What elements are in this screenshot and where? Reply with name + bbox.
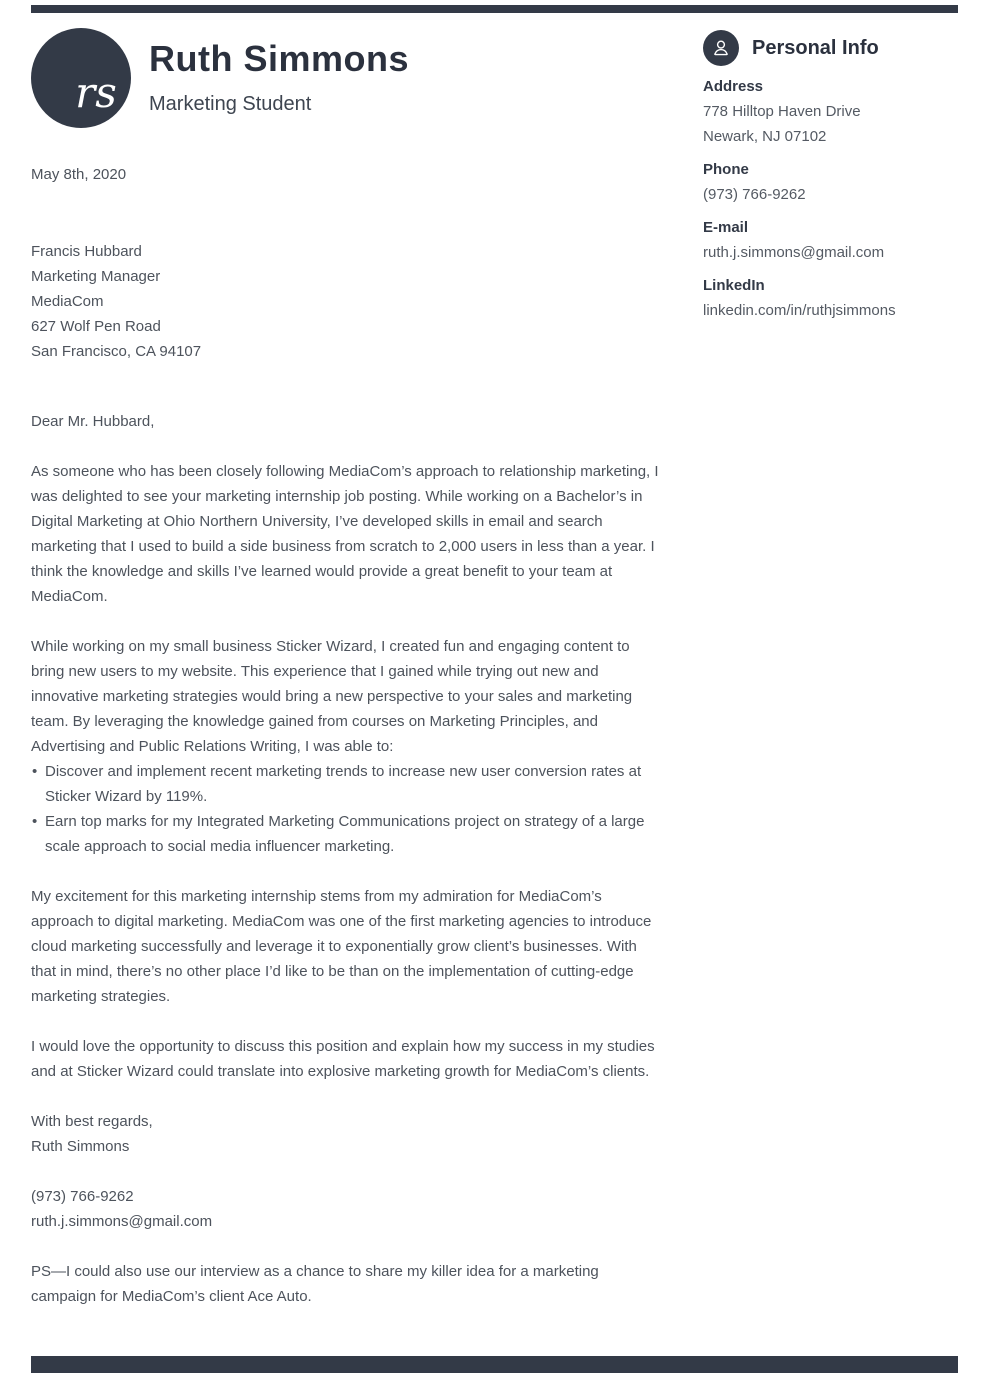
signoff-block (31, 1109, 661, 1159)
postscript: PS—I could also use our interview as a chance to share my killer idea for a marketing campaign for MediaCom’s client Ace Auto. (31, 1263, 599, 1305)
recipient-street: 627 Wolf Pen Road (31, 318, 161, 335)
recipient-block (31, 239, 661, 364)
field-label: E-mail (703, 219, 749, 236)
contact-phone: (973) 766-9262 (31, 1188, 134, 1205)
contact-email: ruth.j.simmons@gmail.com (31, 1213, 213, 1230)
identity-header (31, 28, 661, 128)
field-email (703, 215, 958, 265)
field-label: Phone (703, 161, 749, 178)
person-icon (703, 30, 739, 66)
bottom-accent-bar (31, 1356, 958, 1373)
letter-column (31, 0, 661, 1400)
achievement-item: • Discover and implement recent marketing trends to increase new user conversion rates at Sticker Wizard by 119%. (31, 759, 661, 809)
salutation: Dear Mr. Hubbard, (31, 413, 155, 430)
avatar-initials: rs (75, 68, 117, 117)
field-label: LinkedIn (703, 277, 765, 294)
cover-letter-page (31, 0, 958, 1400)
job-title: Marketing Student (149, 93, 312, 115)
name-block (149, 28, 409, 128)
sidebar-header (703, 30, 958, 66)
personal-info-sidebar (703, 0, 958, 1400)
field-value: ruth.j.simmons@gmail.com (703, 244, 885, 261)
letter-date: May 8th, 2020 (31, 166, 127, 183)
sidebar-heading: Personal Info (752, 36, 879, 59)
paragraph-closing: I would love the opportunity to discuss this position and explain how my success in my studies and at Sticker Wizard could translate into explosive marketing growth for MediaCom’s clients. (31, 1038, 655, 1080)
achievement-list (31, 759, 661, 859)
field-phone (703, 157, 958, 207)
field-value: Newark, NJ 07102 (703, 128, 827, 145)
paragraph-experience: While working on my small business Sticker Wizard, I created fun and engaging content to bring new users to my website. This experience that I gained while trying out new and innovative marketing strategies would bring a new perspective to your sales and marketing team. By leveraging the knowledge gained from courses on Marketing Principles, and Advertising and Public Relations Writing, I was able to: (31, 638, 633, 755)
signature-name: Ruth Simmons (31, 1138, 130, 1155)
recipient-role: Marketing Manager (31, 268, 161, 285)
contact-block (31, 1184, 661, 1234)
paragraph-motivation: My excitement for this marketing internship stems from my admiration for MediaCom’s approach to digital marketing. MediaCom was one of the first marketing agencies to introduce cloud marketing successfully and leverage it to exponentially grow client’s businesses. With that in mind, there’s no other place I’d like to be than on the implementation of cutting-edge marketing strategies. (31, 888, 652, 1005)
achievement-item: • Earn top marks for my Integrated Marketing Communications project on strategy of a large scale approach to social media influencer marketing. (31, 809, 661, 859)
recipient-city: San Francisco, CA 94107 (31, 343, 202, 360)
avatar (31, 28, 131, 128)
letter-body (31, 162, 661, 1309)
recipient-company: MediaCom (31, 293, 104, 310)
field-value: 778 Hilltop Haven Drive (703, 103, 861, 120)
field-value: linkedin.com/in/ruthjsimmons (703, 302, 896, 319)
paragraph-intro: As someone who has been closely following MediaCom’s approach to relationship marketing, I was delighted to see your marketing internship job posting. While working on a Bachelor’s in Digital Marketing at Ohio Northern University, I’ve developed skills in email and search marketing that I used to build a side business from scratch to 2,000 users in less than a year. I think the knowledge and skills I’ve learned would provide a great benefit to your team at MediaCom. (31, 463, 659, 605)
page-title: Ruth Simmons (149, 38, 410, 79)
field-address (703, 74, 958, 149)
field-linkedin (703, 273, 958, 323)
signoff-line: With best regards, (31, 1113, 153, 1130)
field-label: Address (703, 78, 764, 95)
recipient-name: Francis Hubbard (31, 243, 142, 260)
field-value: (973) 766-9262 (703, 186, 806, 203)
